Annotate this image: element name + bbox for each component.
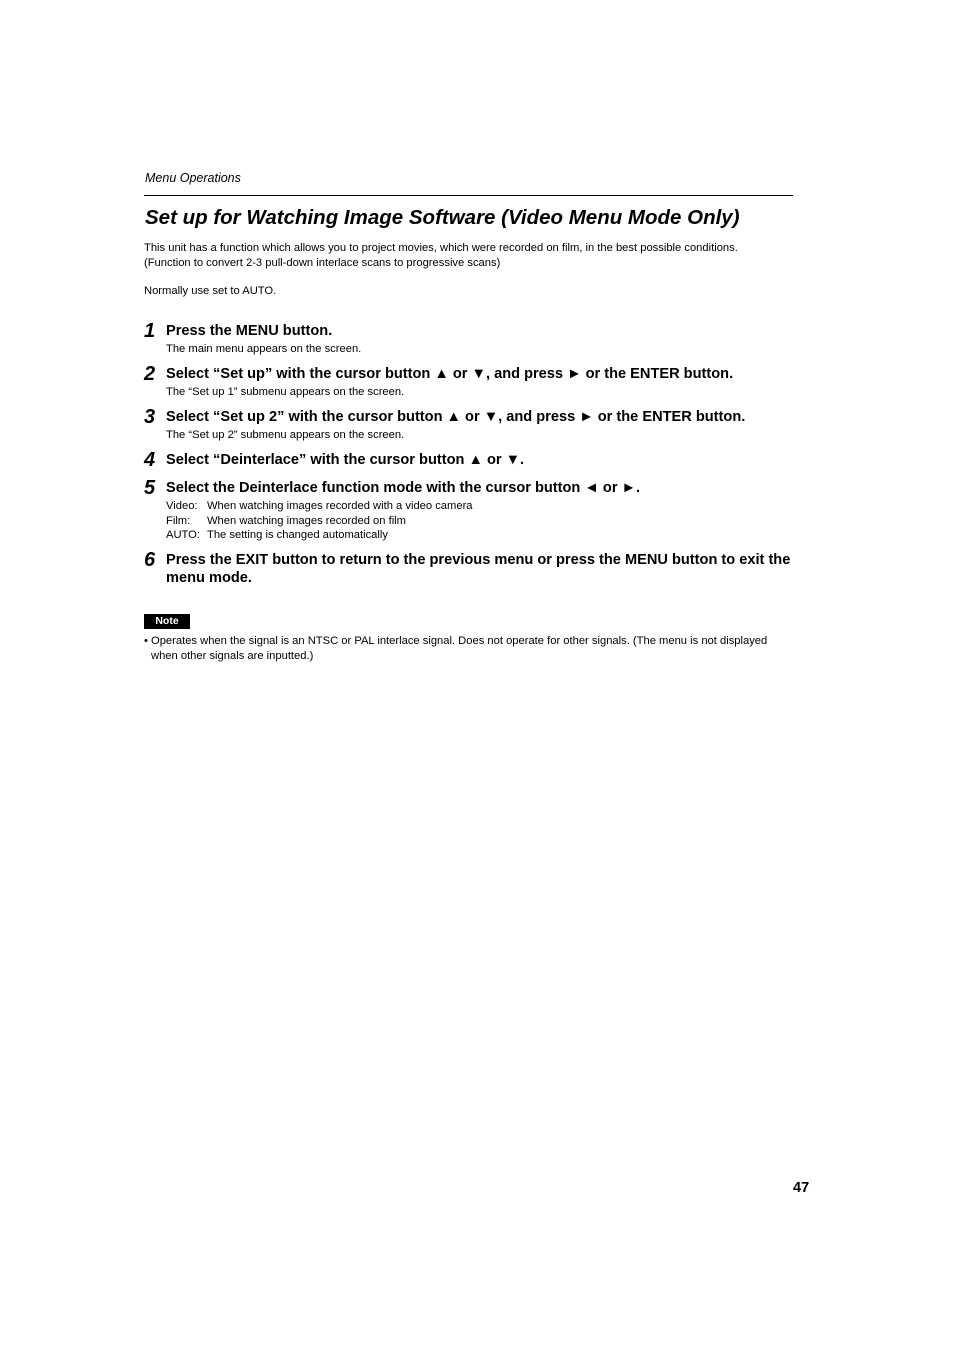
mode-name: Video:: [166, 500, 198, 512]
section-label: Menu Operations: [145, 171, 241, 185]
mode-description: The setting is changed automatically: [207, 529, 388, 541]
step-instruction: Select “Set up” with the cursor button ▲ or ▼, and press ► or the ENTER button.: [166, 366, 734, 382]
mode-video: [166, 499, 473, 514]
step-result: The main menu appears on the screen.: [166, 343, 362, 355]
step-number: 6: [144, 549, 156, 571]
mode-list: [166, 499, 473, 543]
page-title: Set up for Watching Image Software (Video Menu Mode Only): [145, 206, 740, 229]
step-number: 3: [144, 406, 156, 428]
mode-name: Film:: [166, 514, 191, 527]
step-instruction: Select “Deinterlace” with the cursor button ▲ or ▼.: [166, 452, 525, 468]
step-number: 2: [144, 363, 156, 385]
step-instruction: Select “Set up 2” with the cursor button ▲ or ▼, and press ► or the ENTER button.: [166, 409, 746, 425]
step-number: 4: [144, 449, 156, 471]
mode-name: AUTO:: [166, 529, 200, 541]
note-body: Operates when the signal is an NTSC or PAL interlace signal. Does not operate for other signals. (The menu is not displayed when other signals are inputted.): [151, 635, 768, 662]
step-number: 5: [144, 477, 156, 499]
step-number: 1: [144, 320, 156, 342]
intro-paragraph: [144, 241, 804, 271]
bullet-icon: •: [144, 635, 148, 647]
mode-description: When watching images recorded with a video camera: [207, 500, 473, 512]
mode-description: When watching images recorded on film: [207, 514, 406, 527]
intro-line-1: This unit has a function which allows you to project movies, which were recorded on film, in the best possible conditions.: [144, 242, 738, 254]
mode-auto: [166, 528, 473, 543]
step-instruction: Press the MENU button.: [166, 323, 333, 339]
mode-film: [166, 514, 473, 529]
step-instruction: Press the EXIT button to return to the previous menu or press the MENU button to exit the menu mode.: [166, 552, 791, 586]
step-instruction: Select the Deinterlace function mode with the cursor button ◄ or ►.: [166, 480, 641, 496]
step-result: The “Set up 2” submenu appears on the screen.: [166, 429, 405, 441]
note-badge: Note: [144, 614, 190, 629]
intro-line-2: (Function to convert 2-3 pull-down interlace scans to progressive scans): [144, 257, 501, 269]
intro-normally: Normally use set to AUTO.: [144, 285, 277, 297]
step-result: The “Set up 1” submenu appears on the screen.: [166, 386, 405, 398]
header-rule: [144, 195, 793, 196]
page-number: 47: [793, 1180, 810, 1196]
note-item: [144, 634, 784, 663]
